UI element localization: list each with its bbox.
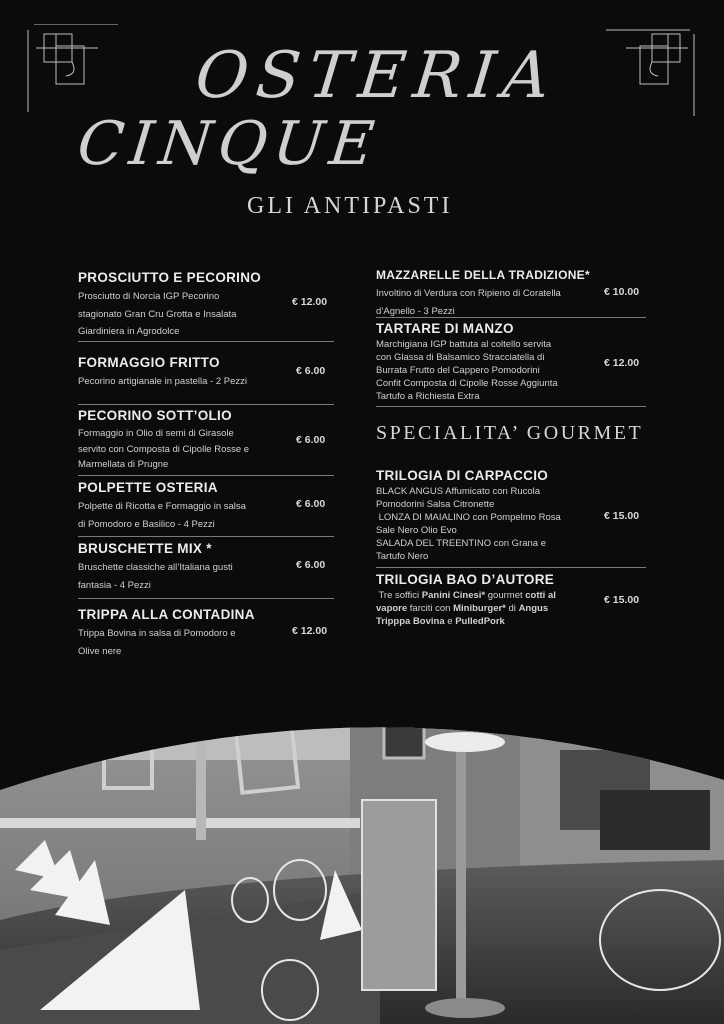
item-price: € 15.00 (604, 510, 640, 522)
item-name: POLPETTE OSTERIA (78, 480, 218, 495)
divider (78, 598, 334, 599)
menu-item (78, 355, 288, 391)
restaurant-interior-photo (0, 690, 724, 1024)
corner-ornament-right (606, 24, 698, 116)
item-price: € 6.00 (296, 498, 326, 510)
item-name: TARTARE DI MANZO (376, 321, 514, 336)
item-name: PROSCIUTTO E PECORINO (78, 270, 262, 285)
item-price: € 12.00 (292, 296, 328, 308)
item-description: Involtino di Verdura con Ripieno di Coratella d’Agnello - 3 Pezzi (376, 288, 561, 317)
menu-item (376, 268, 606, 320)
item-name: BRUSCHETTE MIX * (78, 541, 212, 556)
divider (376, 317, 646, 318)
divider (78, 404, 334, 405)
item-name: PECORINO SOTT’OLIO (78, 408, 232, 423)
menu-item (376, 321, 601, 403)
menu-item (78, 480, 288, 533)
section-title: GLI ANTIPASTI (247, 193, 453, 219)
gourmet-section-title: SPECIALITA’ GOURMET (376, 422, 644, 444)
menu-item (78, 408, 288, 473)
item-description: Pecorino artigianale in pastella - 2 Pezzi (78, 376, 247, 387)
item-name: TRILOGIA DI CARPACCIO (376, 468, 549, 483)
restaurant-name-line2: CINQUE (74, 109, 384, 179)
item-price: € 6.00 (296, 434, 326, 446)
item-description: Trippa Bovina in salsa di Pomodoro e Olive nere (78, 628, 236, 657)
menu-item (376, 468, 601, 563)
item-description: BLACK ANGUS Affumicato con Rucola Pomodorini Salsa Citronette LONZA DI MAIALINO con Pompelmo Rosa Sale Nero Olio Evo SALADA DEL TREENTINO con Grana e Tartufo Nero (376, 486, 561, 562)
item-price: € 10.00 (604, 286, 640, 298)
divider (78, 475, 334, 476)
item-description: Polpette di Ricotta e Formaggio in salsa di Pomodoro e Basilico - 4 Pezzi (78, 501, 246, 530)
menu-item (78, 270, 288, 341)
item-description: Marchigiana IGP battuta al coltello servita con Glassa di Balsamico Stracciatella di Burrata Frutto del Cappero Pomodorini Confit Composta di Cipolle Rosse Aggiunta Tartufo a Richiesta Extra (376, 339, 558, 402)
item-name: TRIPPA ALLA CONTADINA (78, 607, 255, 622)
item-description: Bruschette classiche all’Italiana gusti fantasia - 4 Pezzi (78, 562, 233, 591)
item-price: € 12.00 (292, 625, 328, 637)
item-description: Prosciutto di Norcia IGP Pecorino stagionato Gran Cru Grotta e Insalata Giardiniera in Agrodolce (78, 291, 237, 337)
divider (376, 406, 646, 407)
divider (78, 536, 334, 537)
menu-item (376, 572, 601, 628)
item-price: € 12.00 (604, 357, 640, 369)
corner-ornament-left (26, 24, 118, 116)
item-price: € 6.00 (296, 559, 326, 571)
menu-item (78, 541, 288, 594)
item-name: FORMAGGIO FRITTO (78, 355, 220, 370)
item-description: Formaggio in Olio di semi di Girasole servito con Composta di Cipolle Rosse e Marmellata di Prugne (78, 428, 250, 470)
divider (78, 341, 334, 342)
item-name: MAZZARELLE DELLA TRADIZIONE* (376, 268, 590, 282)
menu-item (78, 607, 288, 660)
item-description: Tre soffici Panini Cinesi* gourmet cotti al vapore farciti con Miniburger* di Angus Tripppa Bovina e PulledPork (376, 590, 556, 627)
item-price: € 15.00 (604, 594, 640, 606)
item-name: TRILOGIA BAO D’AUTORE (376, 572, 555, 587)
restaurant-name-line1: OSTERIA (192, 39, 562, 113)
item-price: € 6.00 (296, 365, 326, 377)
divider (376, 567, 646, 568)
